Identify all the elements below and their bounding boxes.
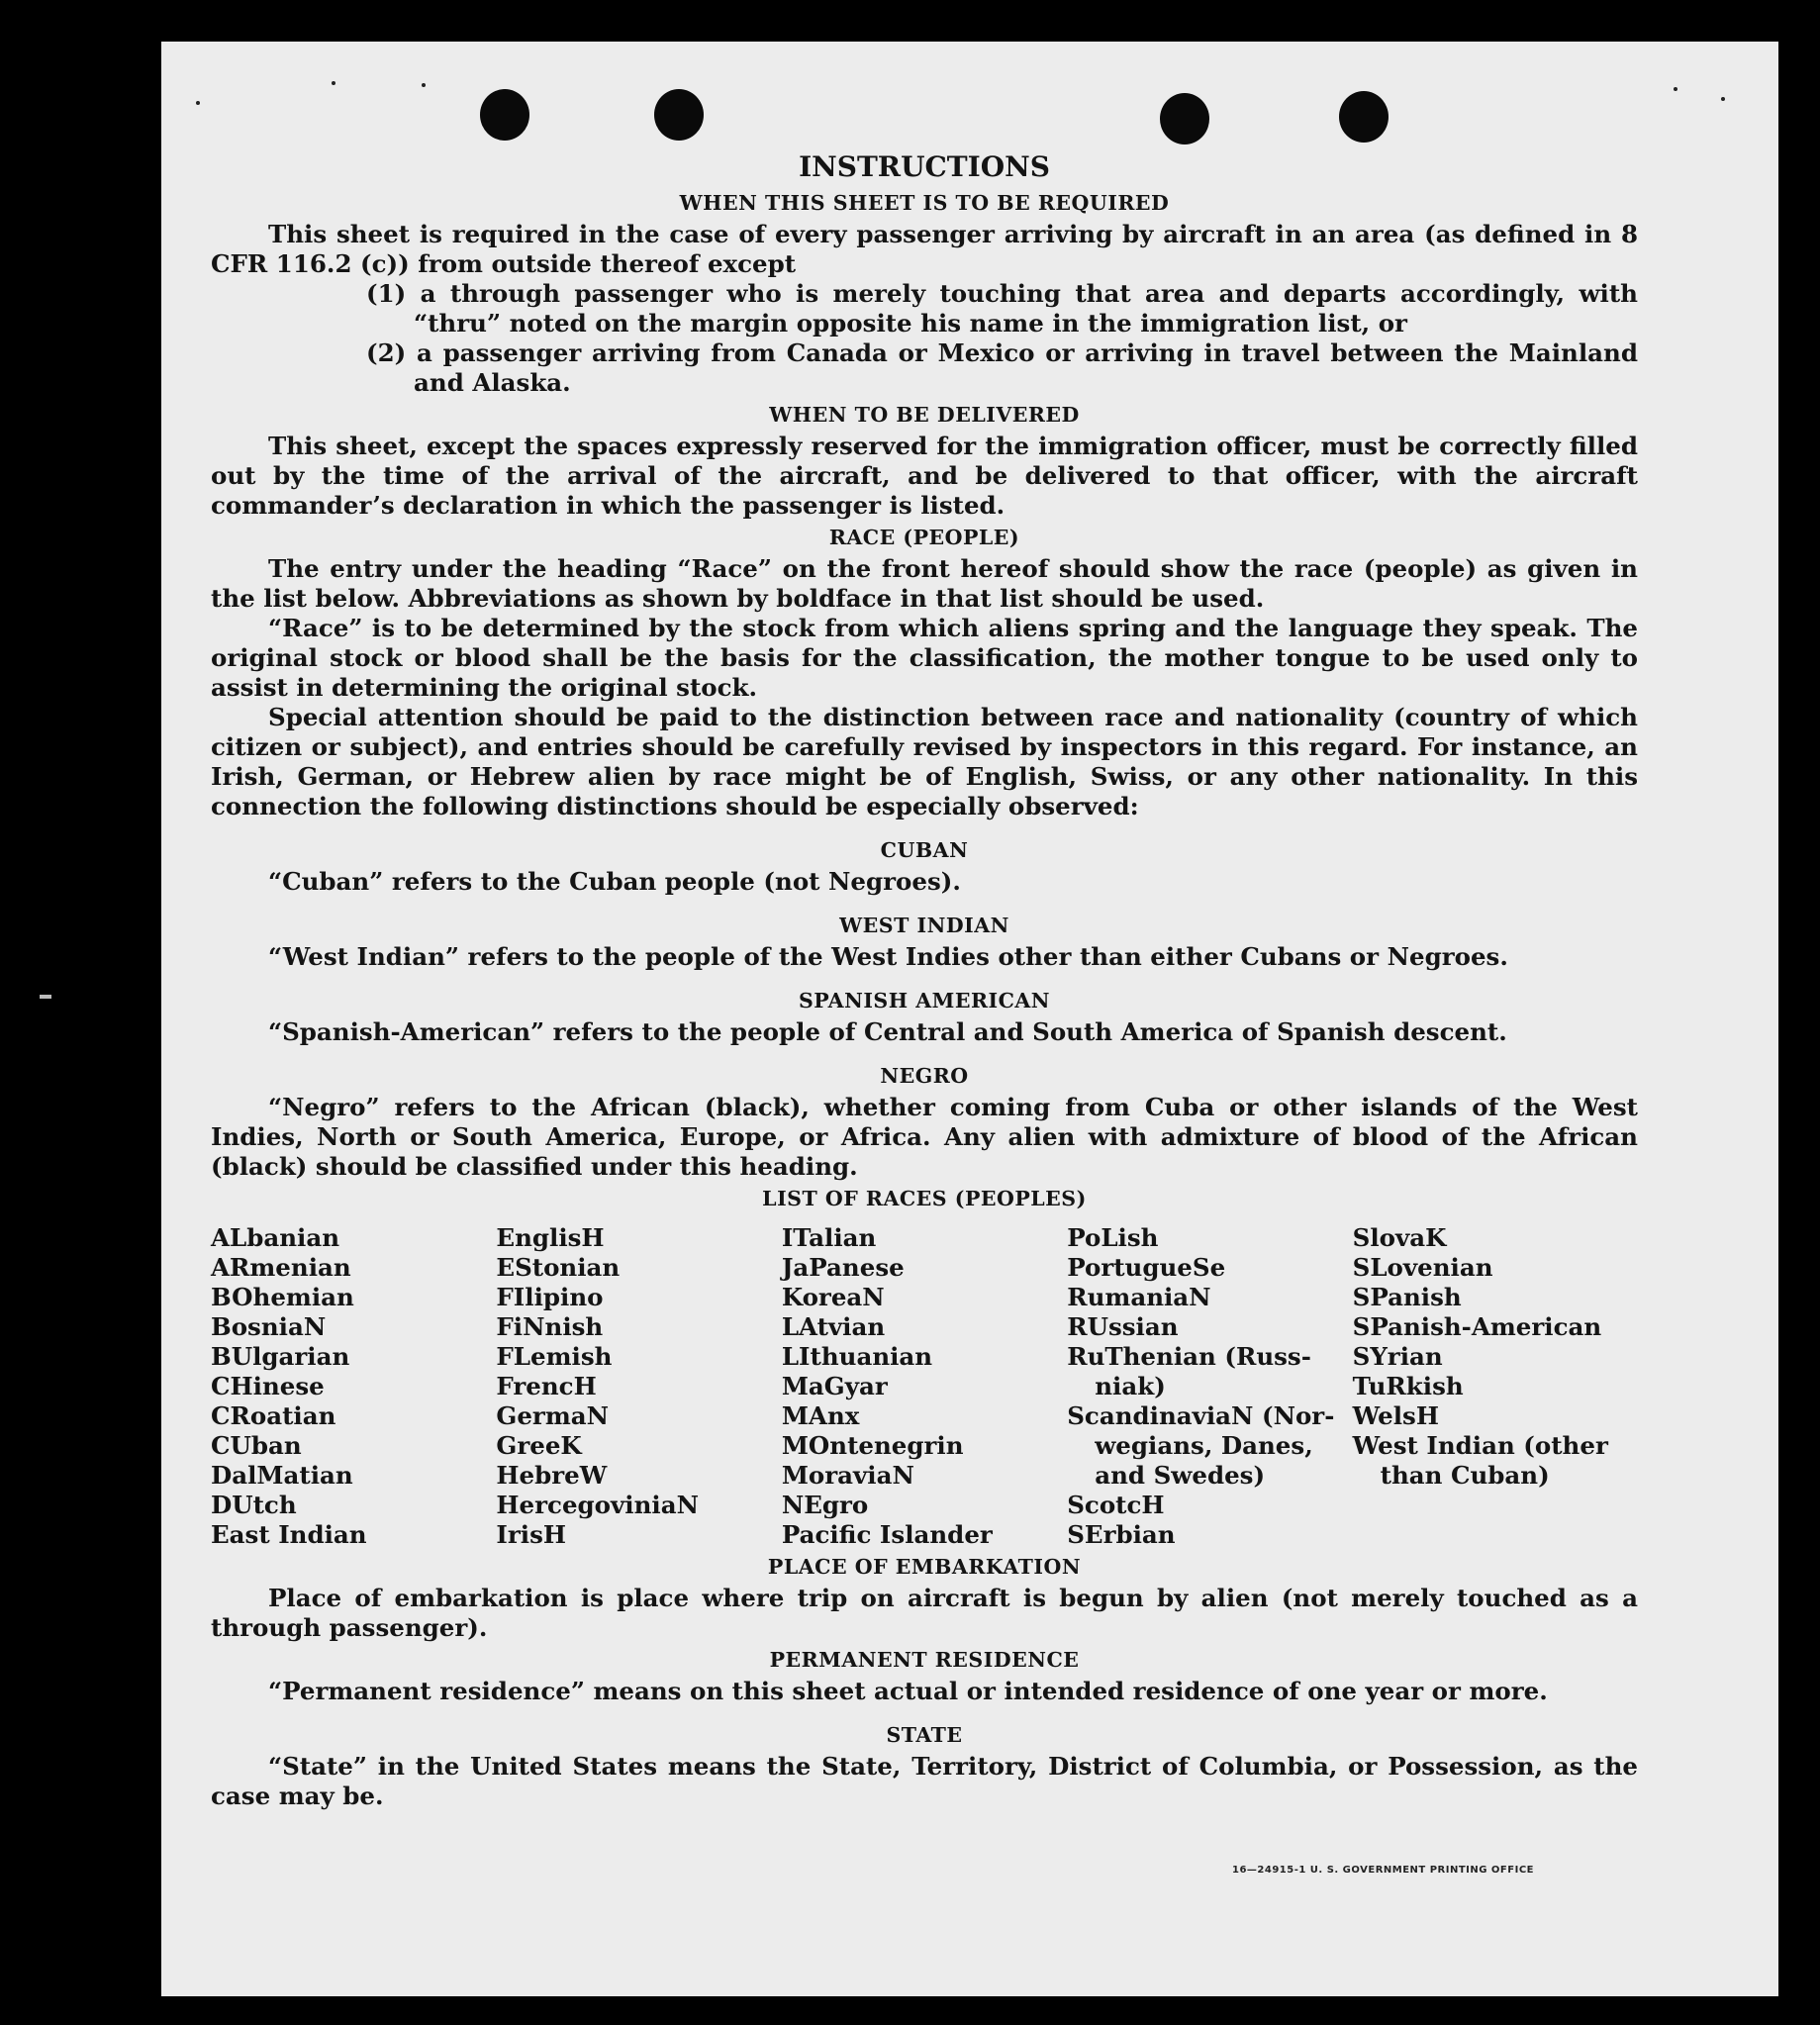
delivered-text: This sheet, except the spaces expressly reserved for the immigration officer, must be correctly filled out by the time of the arrival of the aircraft, and be delivered to that officer, with the aircraft commander’s declaration in which the passenger is listed.	[211, 432, 1638, 520]
race-entry: MaGyar	[781, 1372, 888, 1400]
races-column-5	[1353, 1223, 1638, 1550]
heading-negro: NEGRO	[880, 1064, 969, 1088]
race-entry: BOhemian	[211, 1283, 354, 1311]
race-paragraph-2: “Race” is to be determined by the stock from which aliens spring and the language they speak. The original stock or blood shall be the basis for the classification, the mother tongue to be used only to assist in determining the original stock.	[211, 614, 1638, 702]
heading-when-required: WHEN THIS SHEET IS TO BE REQUIRED	[679, 191, 1170, 215]
race-entry: EnglisH	[496, 1223, 605, 1252]
race-entry: PortugueSe	[1067, 1253, 1226, 1282]
heading-list-of-races: LIST OF RACES (PEOPLES)	[762, 1187, 1087, 1210]
race-entry: WelsH	[1352, 1401, 1439, 1430]
race-entry: ARmenian	[211, 1253, 351, 1282]
race-entry: CUban	[211, 1431, 302, 1460]
heading-cuban: CUBAN	[880, 838, 969, 862]
embarkation-text: Place of embarkation is place where trip on aircraft is begun by alien (not merely touched as a through passenger).	[211, 1584, 1638, 1642]
heading-embarkation: PLACE OF EMBARKATION	[767, 1555, 1082, 1579]
race-entry: BUlgarian	[211, 1342, 350, 1371]
race-entry: GreeK	[496, 1431, 582, 1460]
race-entry: FiNnish	[496, 1312, 604, 1341]
required-item-2: (2) a passenger arriving from Canada or Mexico or arriving in travel between the Mainland and Alaska.	[366, 338, 1638, 397]
printing-office-footer: 16—24915-1 U. S. GOVERNMENT PRINTING OFFICE	[1232, 1865, 1534, 1876]
punch-hole	[1339, 91, 1389, 143]
heading-state: STATE	[886, 1723, 963, 1747]
race-entry: FrencH	[496, 1372, 597, 1400]
race-entry: NEgro	[781, 1491, 869, 1519]
race-entry: CRoatian	[211, 1401, 336, 1430]
race-entry: ALbanian	[211, 1223, 340, 1252]
speck	[1721, 97, 1725, 101]
race-entry: SLovenian	[1352, 1253, 1493, 1282]
race-paragraph-1: The entry under the heading “Race” on the front hereof should show the race (people) as given in the list below. Abbreviations as shown by boldface in that list should be used.	[211, 554, 1638, 613]
race-entry: RumaniaN	[1067, 1283, 1211, 1311]
race-entry: West Indian (other	[1352, 1431, 1608, 1460]
race-entry: CHinese	[211, 1372, 325, 1400]
race-entry: Pacific Islander	[781, 1520, 993, 1549]
race-entry: ScotcH	[1067, 1491, 1165, 1519]
race-entry: MoraviaN	[781, 1461, 914, 1490]
punch-hole	[480, 89, 529, 141]
race-entry: IrisH	[496, 1520, 567, 1549]
races-column-1	[211, 1223, 496, 1550]
race-entry: PoLish	[1067, 1223, 1159, 1252]
race-entry: JaPanese	[781, 1253, 905, 1282]
speck	[196, 101, 200, 105]
race-entry: EStonian	[496, 1253, 621, 1282]
race-entry: FLemish	[496, 1342, 613, 1371]
race-entry: SPanish-American	[1352, 1312, 1602, 1341]
heading-permanent-residence: PERMANENT RESIDENCE	[769, 1648, 1080, 1672]
race-entry: ITalian	[781, 1223, 877, 1252]
race-entry: RUssian	[1067, 1312, 1179, 1341]
race-entry: SPanish	[1352, 1283, 1462, 1311]
speck	[1674, 87, 1677, 91]
races-column-2	[496, 1223, 781, 1550]
instructions-content	[211, 148, 1638, 1811]
scan-mark	[40, 995, 51, 999]
required-intro: This sheet is required in the case of every passenger arriving by aircraft in an area (as defined in 8 CFR 116.2 (c)) from outside thereof except	[211, 220, 1638, 278]
race-entry: East Indian	[211, 1520, 367, 1549]
race-entry: FIlipino	[496, 1283, 604, 1311]
west-indian-text: “West Indian” refers to the people of the West Indies other than either Cubans or Negroes.	[268, 942, 1508, 971]
required-item-1: (1) a through passenger who is merely touching that area and departs accordingly, with “thru” noted on the margin opposite his name in the immigration list, or	[366, 279, 1638, 338]
races-list	[211, 1223, 1638, 1550]
race-entry: HebreW	[496, 1461, 608, 1490]
residence-text: “Permanent residence” means on this sheet actual or intended residence of one year or more.	[268, 1677, 1548, 1705]
race-entry: SErbian	[1067, 1520, 1176, 1549]
page-title: INSTRUCTIONS	[799, 150, 1050, 183]
speck	[332, 81, 335, 85]
punch-hole	[654, 89, 704, 141]
race-entry: DUtch	[211, 1491, 297, 1519]
speck	[422, 83, 426, 87]
race-entry: LAtvian	[781, 1312, 886, 1341]
race-entry-continued: than Cuban)	[1380, 1461, 1550, 1490]
race-entry: BosniaN	[211, 1312, 327, 1341]
race-entry: SYrian	[1352, 1342, 1443, 1371]
heading-when-delivered: WHEN TO BE DELIVERED	[769, 403, 1080, 427]
race-entry: TuRkish	[1352, 1372, 1464, 1400]
cuban-text: “Cuban” refers to the Cuban people (not Negroes).	[268, 867, 961, 896]
race-entry: MOntenegrin	[781, 1431, 964, 1460]
race-entry: HercegoviniaN	[496, 1491, 699, 1519]
document-sheet	[161, 42, 1778, 1996]
race-entry: ScandinaviaN (Nor-	[1067, 1401, 1335, 1430]
race-entry: GermaN	[496, 1401, 610, 1430]
races-column-4	[1067, 1223, 1352, 1550]
race-entry: MAnx	[781, 1401, 860, 1430]
punch-hole	[1160, 93, 1209, 145]
spanish-american-text: “Spanish-American” refers to the people of Central and South America of Spanish descent.	[268, 1017, 1507, 1046]
races-column-3	[782, 1223, 1067, 1550]
state-text: “State” in the United States means the State, Territory, District of Columbia, or Possession, as the case may be.	[211, 1752, 1638, 1810]
race-entry: KoreaN	[781, 1283, 885, 1311]
negro-text: “Negro” refers to the African (black), whether coming from Cuba or other islands of the West Indies, North or South America, Europe, or Africa. Any alien with admixture of blood of the African (black) should be classified under this heading.	[211, 1093, 1638, 1181]
heading-west-indian: WEST INDIAN	[839, 914, 1009, 937]
race-entry-continued: and Swedes)	[1095, 1461, 1266, 1490]
race-entry-continued: niak)	[1095, 1372, 1166, 1400]
heading-race: RACE (PEOPLE)	[828, 526, 1020, 549]
race-entry: RuThenian (Russ-	[1067, 1342, 1311, 1371]
race-entry: SlovaK	[1352, 1223, 1447, 1252]
race-entry-continued: wegians, Danes,	[1095, 1431, 1313, 1460]
race-entry: LIthuanian	[781, 1342, 933, 1371]
race-paragraph-3: Special attention should be paid to the distinction between race and nationality (country of which citizen or subject), and entries should be carefully revised by inspectors in this regard. For instance, an Irish, German, or Hebrew alien by race might be of English, Swiss, or any other nationality. In this connection the following distinctions should be especially observed:	[211, 703, 1638, 820]
heading-spanish-american: SPANISH AMERICAN	[798, 989, 1051, 1012]
race-entry: DalMatian	[211, 1461, 353, 1490]
